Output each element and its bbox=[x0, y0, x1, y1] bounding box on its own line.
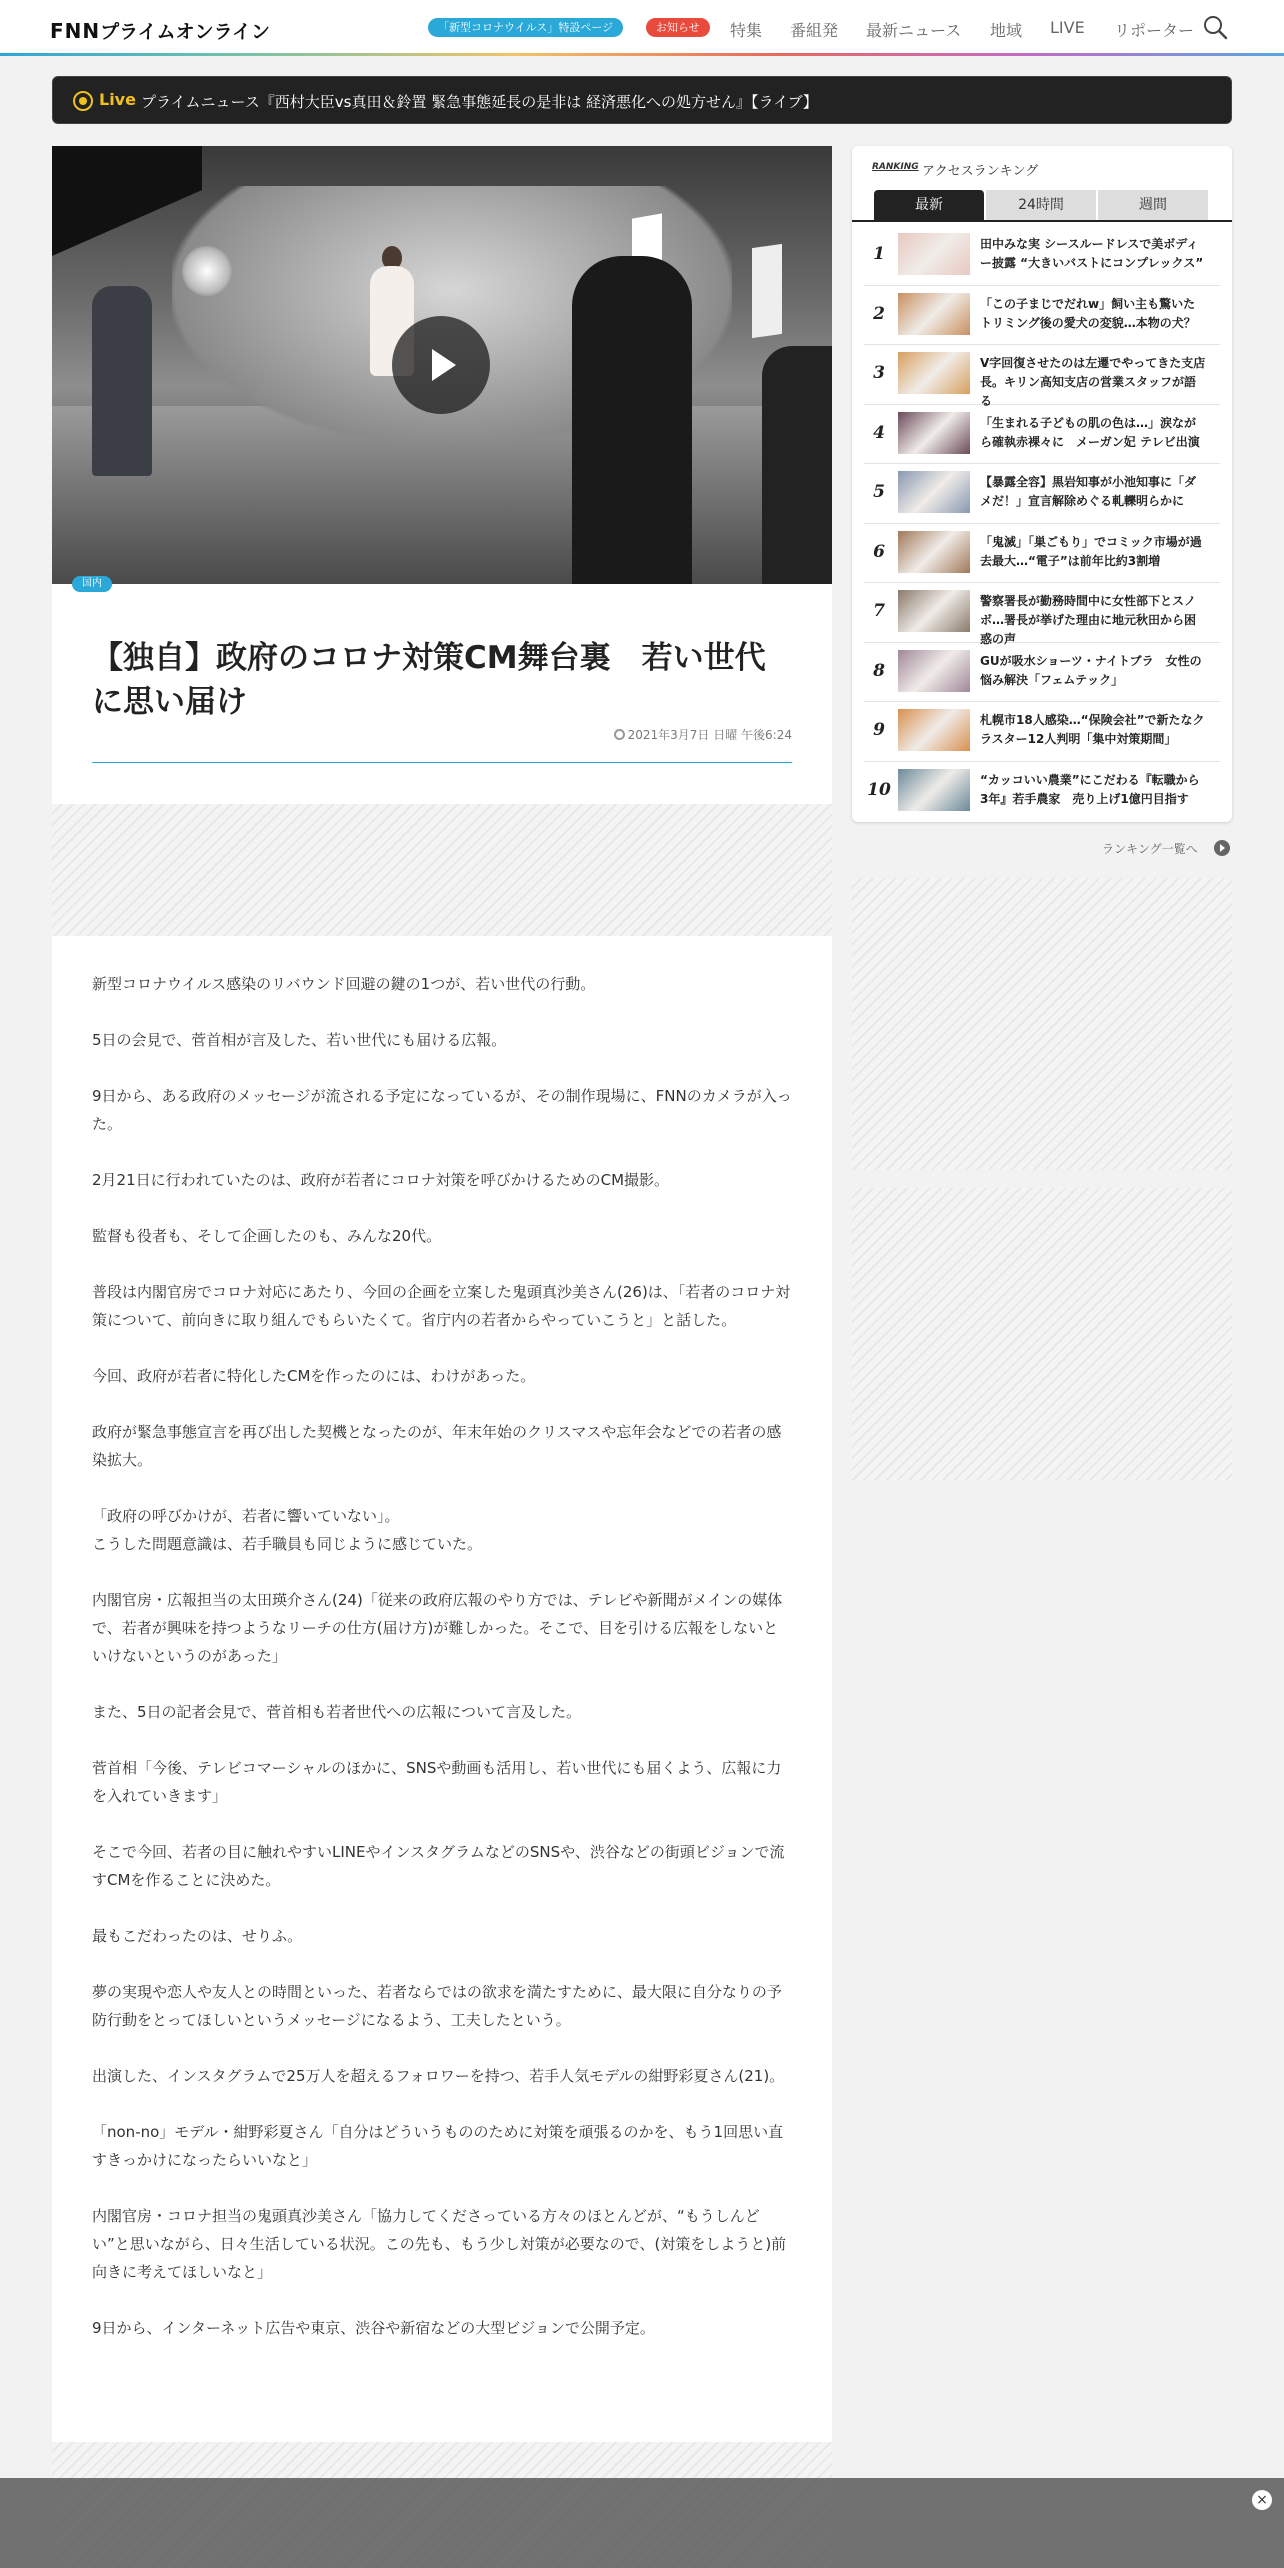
tab-24-hours[interactable]: 24時間 bbox=[986, 190, 1096, 220]
logo-fnn: FNN bbox=[50, 19, 101, 43]
notice-link[interactable]: お知らせ bbox=[646, 18, 710, 37]
bottom-overlay-ad bbox=[0, 2478, 1284, 2568]
ranking-item[interactable] bbox=[864, 583, 1220, 646]
nav-item-latest-news[interactable]: 最新ニュース bbox=[866, 21, 962, 40]
site-logo[interactable] bbox=[50, 17, 270, 44]
article-paragraph: また、5日の記者会見で、菅首相も若者世代への広報について言及した。 bbox=[92, 1703, 581, 1721]
article-paragraph: 政府が緊急事態宣言を再び出した契機となったのが、年末年始のクリスマスや忘年会などでの若者の感染拡大。 bbox=[92, 1423, 782, 1469]
article-date-text: 2021年3月7日 日曜 午後6:24 bbox=[627, 728, 792, 742]
ranking-more-link[interactable]: ランキング一覧へ bbox=[1102, 842, 1198, 856]
ranking-number: 5 bbox=[873, 482, 885, 502]
ranking-thumbnail[interactable] bbox=[898, 293, 970, 335]
ranking-number: 3 bbox=[873, 363, 885, 383]
close-icon[interactable]: × bbox=[1252, 2490, 1272, 2510]
ranking-list bbox=[864, 226, 1220, 821]
article-paragraph: 今回、政府が若者に特化したCMを作ったのには、わけがあった。 bbox=[92, 1367, 536, 1385]
tab-latest[interactable]: 最新 bbox=[874, 190, 984, 220]
ranking-thumbnail[interactable] bbox=[898, 233, 970, 275]
article-paragraph: 菅首相「今後、テレビコマーシャルのほかに、SNSや動画も活用し、若い世代にも届くよう、広報に力を入れていきます」 bbox=[92, 1759, 782, 1805]
ranking-headline[interactable]: 【暴露全容】黒岩知事が小池知事に「ダメだ！」宣言解除めぐる軋轢明らかに bbox=[980, 475, 1197, 508]
ranking-item[interactable] bbox=[864, 702, 1220, 762]
ranking-headline[interactable]: 札幌市18人感染…“保険会社”で新たなクラスター12人判明「集中対策期間」 bbox=[980, 713, 1205, 746]
ranking-thumbnail[interactable] bbox=[898, 769, 970, 811]
live-broadcast-icon bbox=[73, 91, 93, 111]
video-still-light-panel-2 bbox=[752, 244, 782, 338]
article-paragraph: 9日から、インターネット広告や東京、渋谷や新宿などの大型ビジョンで公開予定。 bbox=[92, 2319, 655, 2337]
article-paragraph: 5日の会見で、菅首相が言及した、若い世代にも届ける広報。 bbox=[92, 1031, 507, 1049]
nav-item-special[interactable]: 特集 bbox=[730, 21, 763, 40]
site-header bbox=[0, 0, 1284, 56]
nav-item-reporter[interactable]: リポーター bbox=[1114, 21, 1195, 40]
live-program-title[interactable]: プライムニュース『西村大臣vs真田＆鈴置 緊急事態延長の是非は 経済悪化への処方せん』【ライブ】 bbox=[141, 93, 818, 111]
article-paragraph: 9日から、ある政府のメッセージが流される予定になっているが、その制作現場に、FNNのカメラが入った。 bbox=[92, 1087, 792, 1133]
ranking-number: 4 bbox=[873, 422, 885, 443]
ranking-number: 8 bbox=[873, 660, 885, 681]
title-divider bbox=[92, 762, 792, 763]
ranking-number: 1 bbox=[873, 244, 885, 264]
ranking-thumbnail[interactable] bbox=[898, 709, 970, 751]
ranking-item[interactable] bbox=[864, 762, 1220, 822]
access-ranking bbox=[852, 146, 1232, 822]
ranking-headline[interactable]: 「この子まじでだれw」飼い主も驚いたトリミング後の愛犬の変貌…本物の犬？ bbox=[980, 296, 1196, 330]
nav-item-region[interactable]: 地域 bbox=[990, 21, 1023, 40]
article-paragraph: 内閣官房・広報担当の太田瑛介さん(24)「従来の政府広報のやり方では、テレビや新聞がメインの媒体で、若者が興味を持つようなリーチの仕方(届け方)が難しかった。そこで、目を引ける広報をしないといけないというのがあった」 bbox=[92, 1591, 783, 1665]
article-paragraph: 新型コロナウイルス感染のリバウンド回避の鍵の1つが、若い世代の行動。 bbox=[92, 975, 596, 993]
tab-weekly[interactable]: 週間 bbox=[1098, 190, 1208, 220]
logo-text: プライムオンライン bbox=[100, 21, 271, 43]
article-paragraph: 2月21日に行われていたのは、政府が若者にコロナ対策を呼びかけるためのCM撮影。 bbox=[92, 1171, 670, 1189]
nav-item-programs[interactable]: 番組発 bbox=[790, 21, 839, 40]
ranking-item[interactable] bbox=[864, 226, 1220, 286]
article-paragraph: 夢の実現や恋人や友人との時間といった、若者ならではの欲求を満たすために、最大限に自分なりの予防行動をとってほしいというメッセージになるよう、工夫したという。 bbox=[92, 1983, 782, 2029]
ranking-thumbnail[interactable] bbox=[898, 590, 970, 632]
article-paragraph: 監督も役者も、そして企画したのも、みんな20代。 bbox=[92, 1227, 442, 1245]
ranking-number: 2 bbox=[873, 303, 885, 324]
ranking-number: 7 bbox=[873, 601, 885, 621]
live-label: Live bbox=[99, 90, 136, 109]
video-player[interactable] bbox=[52, 146, 832, 584]
article-date bbox=[614, 726, 792, 743]
ranking-item[interactable] bbox=[864, 524, 1220, 584]
article-paragraph: 「non-no」モデル・紺野彩夏さん「自分はどういうもののために対策を頑張るのかを、もう1回思い直すきっかけになったらいいなと」 bbox=[92, 2123, 784, 2169]
video-still-crew-left bbox=[92, 286, 152, 476]
search-icon[interactable] bbox=[1202, 14, 1228, 40]
ranking-headline[interactable]: “カッコいい農業”にこだわる『転職から3年』若手農家 売り上げ1億円目指す bbox=[980, 772, 1200, 806]
ranking-thumbnail[interactable] bbox=[898, 531, 970, 573]
article-card bbox=[52, 146, 832, 2568]
article-body bbox=[92, 970, 792, 2370]
ranking-item[interactable] bbox=[864, 286, 1220, 346]
ranking-thumbnail[interactable] bbox=[898, 471, 970, 513]
tab-underline bbox=[852, 220, 1232, 222]
ranking-item[interactable] bbox=[864, 643, 1220, 703]
ranking-headline[interactable]: 「鬼滅」「巣ごもり」でコミック市場が過去最大…“電子”は前年比約3割増 bbox=[980, 534, 1202, 568]
ad-slot-top bbox=[52, 804, 832, 936]
live-banner[interactable] bbox=[52, 76, 1232, 124]
ranking-item[interactable] bbox=[864, 345, 1220, 408]
sidebar-ad-slot-2 bbox=[852, 1188, 1232, 1480]
sidebar-ad-slot-1 bbox=[852, 878, 1232, 1170]
video-still-crew-right bbox=[762, 346, 832, 584]
chevron-right-icon[interactable] bbox=[1214, 840, 1230, 856]
ranking-en-label: RANKING bbox=[872, 162, 919, 172]
covid-special-page-link[interactable]: 「新型コロナウイルス」特設ページ bbox=[428, 18, 623, 37]
clock-icon bbox=[614, 729, 625, 740]
ranking-item[interactable] bbox=[864, 405, 1220, 465]
ranking-thumbnail[interactable] bbox=[898, 650, 970, 692]
nav-item-live[interactable]: LIVE bbox=[1050, 18, 1085, 37]
ranking-number: 10 bbox=[867, 779, 891, 800]
header-gradient-rule bbox=[0, 53, 1284, 56]
article-title: 【独自】政府のコロナ対策CM舞台裏 若い世代に思い届け bbox=[92, 640, 766, 720]
ranking-headline[interactable]: GUが吸水ショーツ・ナイトブラ 女性の悩み解決「フェムテック」 bbox=[980, 653, 1202, 687]
video-still-lamp bbox=[182, 246, 232, 296]
ranking-headline[interactable]: V字回復させたのは左遷でやってきた支店長。キリン高知支店の営業スタッフが語る bbox=[980, 356, 1206, 408]
ranking-thumbnail[interactable] bbox=[898, 352, 970, 394]
article-paragraph: 出演した、インスタグラムで25万人を超えるフォロワーを持つ、若手人気モデルの紺野彩夏さん(21)。 bbox=[92, 2067, 785, 2085]
category-badge[interactable]: 国内 bbox=[72, 576, 112, 592]
article-paragraph: 最もこだわったのは、せりふ。 bbox=[92, 1927, 303, 1945]
ranking-number: 9 bbox=[873, 720, 885, 740]
ranking-headline[interactable]: 警察署長が勤務時間中に女性部下とスノボ…署長が挙げた理由に地元秋田から困惑の声 bbox=[980, 594, 1197, 646]
ranking-item[interactable] bbox=[864, 464, 1220, 524]
article-paragraph: そこで今回、若者の目に触れやすいLINEやインスタグラムなどのSNSや、渋谷などの街頭ビジョンで流すCMを作ることに決めた。 bbox=[92, 1843, 785, 1889]
play-icon[interactable] bbox=[392, 316, 490, 414]
ranking-title: アクセスランキング bbox=[922, 164, 1039, 179]
ranking-number: 6 bbox=[873, 541, 885, 562]
ranking-headline[interactable]: 田中みな実 シースルードレスで美ボディー披露 “大きいバストにコンプレックス” bbox=[980, 237, 1204, 270]
ranking-thumbnail[interactable] bbox=[898, 412, 970, 454]
article-paragraph: 「政府の呼びかけが、若者に響いていない」。 こうした問題意識は、若手職員も同じように感じていた。 bbox=[92, 1507, 483, 1553]
ranking-headline[interactable]: 「生まれる子どもの肌の色は…」涙ながら確執赤裸々に メーガン妃 テレビ出演 bbox=[980, 415, 1200, 449]
article-paragraph: 内閣官房・コロナ担当の鬼頭真沙美さん「協力してくださっている方々のほとんどが、“もうしんどい”と思いながら、日々生活している状況。この先も、もう少し対策が必要なので、(対策をしようと)前向きに考えてほしいなと」 bbox=[92, 2207, 787, 2281]
article-paragraph: 普段は内閣官房でコロナ対応にあたり、今回の企画を立案した鬼頭真沙美さん(26)は、「若者のコロナ対策について、前向きに取り組んでもらいたくて。省庁内の若者からやっていこうと」と話した。 bbox=[92, 1283, 791, 1329]
video-still-crew-camera bbox=[572, 256, 692, 584]
